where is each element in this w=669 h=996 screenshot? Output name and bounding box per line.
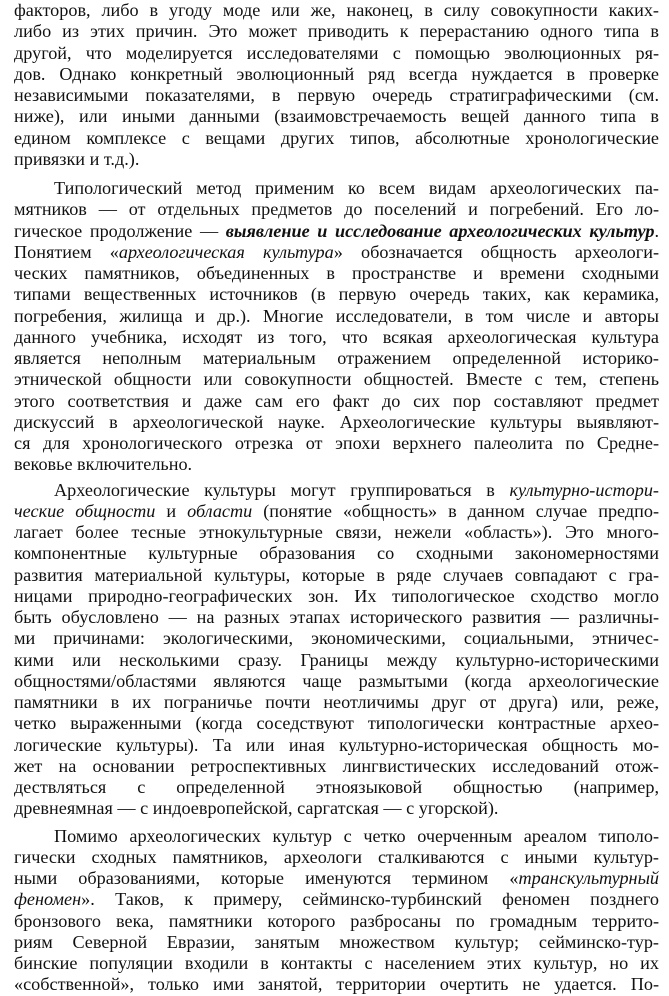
text-line	[14, 85, 659, 106]
text-line	[14, 369, 659, 390]
text-line	[14, 692, 659, 713]
text-line	[14, 932, 659, 953]
text-run: древнеямная — с индоевропейской, саргатская — с угорской).	[14, 798, 499, 819]
text-line	[14, 974, 659, 995]
text-run: ся для хронологического отрезка от эпохи верхнего палеолита по Средне-	[14, 433, 659, 453]
text-run: мятников — от отдельных предметов до поселений и погребений. Его ло-	[14, 199, 659, 220]
text-run: факторов, либо в угоду моде или же, наконец, в силу совокупности каких-	[14, 0, 659, 20]
text-run: Понятием «	[14, 241, 119, 262]
paragraph-3	[14, 480, 659, 820]
text-line	[14, 284, 659, 305]
text-run: привязки и т.д.).	[14, 148, 140, 169]
text-line	[14, 21, 659, 42]
text-run: кими или несколькими сразу. Границы между культурно-историческими	[14, 649, 659, 670]
text-line	[14, 671, 659, 692]
text-run: «собственной», только ими занятой, территории очертить не удается. По-	[14, 974, 659, 995]
text-run: .	[654, 220, 659, 241]
text-line	[14, 64, 659, 85]
italic-term: транскультурный	[518, 868, 659, 888]
text-line	[14, 263, 659, 284]
text-run: Помимо археологических культур с четко очерченным ареалом типоло-	[54, 825, 659, 846]
text-line	[14, 412, 659, 433]
text-run: развития материальной культуры, которые в ряде случаев совпадают с гра-	[14, 564, 659, 585]
text-line	[14, 454, 659, 475]
text-line	[14, 889, 659, 910]
paragraph-1	[14, 0, 659, 170]
text-run: компонентные культурные образования со сходными закономерностями	[14, 543, 659, 564]
text-line	[14, 43, 659, 64]
italic-term: культурно-истори-	[509, 479, 659, 500]
text-line	[14, 178, 659, 199]
text-run: Типологический метод применим ко всем видам археологических па-	[54, 178, 659, 198]
text-line	[14, 586, 659, 607]
text-run: дов. Однако конкретный эволюционный ряд всегда нуждается в проверке	[14, 63, 659, 84]
text-line	[14, 777, 659, 798]
paragraph-4	[14, 826, 659, 996]
text-run: данного учебника, исходят из того, что всякая археологическая культура	[14, 326, 659, 347]
text-run: вековье включительно.	[14, 454, 193, 475]
text-run: ». Таков, к примеру, сейминско-турбинский феномен позднего	[81, 889, 659, 910]
text-run: ми причинами: экологическими, экономическими, социальными, этничес-	[14, 628, 659, 649]
paragraph-2	[14, 178, 659, 476]
text-line	[14, 735, 659, 756]
text-run: дискуссий в археологической науке. Археологические культуры выявляют-	[14, 411, 659, 432]
text-run: ницами природно-географических зон. Их типологическое сходство могло	[14, 585, 659, 606]
text-run: другой, что моделируется исследователями с помощью эволюционных ря-	[14, 42, 659, 63]
text-run: ными образованиями, которые именуются термином «	[14, 868, 519, 888]
text-run: гически сходных памятников, археологи сталкиваются с иными культур-	[14, 846, 659, 867]
text-line	[14, 607, 659, 628]
text-line	[14, 713, 659, 734]
text-run: общностями/областями являются чаще размытыми (когда археологические	[14, 670, 659, 691]
italic-term: ческие общности	[14, 500, 156, 521]
text-line	[14, 826, 659, 847]
text-run: » обозначается общность археологи-	[333, 241, 659, 262]
text-line	[14, 128, 659, 149]
text-line	[14, 306, 659, 327]
text-run: этого соответствия и даже сам его факт до сих пор составляют предмет	[14, 390, 659, 411]
text-run: независимыми показателями, в первую очередь стратиграфическими (см.	[14, 85, 659, 105]
text-line	[14, 953, 659, 974]
text-run: едином комплексе с вещами других типов, абсолютные хронологические	[14, 127, 659, 148]
text-run: быть обусловлено — на разных этапах исторического развития — различны-	[14, 607, 659, 627]
text-line	[14, 480, 659, 501]
text-run: этнической общности или совокупности общностей. Вместе с тем, степень	[14, 369, 659, 390]
text-line	[14, 242, 659, 263]
italic-term: феномен	[14, 889, 82, 910]
text-run: Археологические культуры могут группироваться в	[54, 479, 510, 500]
text-run: является неполным материальным отражением определенной историко-	[14, 348, 659, 368]
text-run: либо из этих причин. Это может приводить к перерастанию одного типа в	[14, 21, 659, 42]
text-line	[14, 327, 659, 348]
text-line	[14, 391, 659, 412]
text-run: и	[155, 500, 188, 521]
text-line	[14, 149, 659, 170]
text-line	[14, 433, 659, 454]
text-run: типами вещественных источников (в первую очередь таких, как керамика,	[14, 284, 659, 305]
text-run: четко выраженными (когда соседствуют типологически контрастные архео-	[14, 713, 659, 734]
text-line	[14, 543, 659, 564]
text-line	[14, 628, 659, 649]
text-line	[14, 0, 659, 21]
text-line	[14, 911, 659, 932]
italic-term: области	[187, 500, 253, 521]
text-line	[14, 756, 659, 777]
text-line	[14, 847, 659, 868]
italic-term: археологическая культура	[118, 241, 334, 262]
text-run: дествляться с определенной этноязыковой общностью (например,	[14, 777, 659, 797]
text-run: бинские популяции входили в контакты с населением этих культур, но их	[14, 953, 659, 973]
text-run: ческих памятников, объединенных в пространстве и времени сходными	[14, 263, 659, 283]
text-line	[14, 199, 659, 220]
text-line	[14, 221, 659, 242]
text-line	[14, 106, 659, 127]
text-run: (понятие «общность» в данном случае предпо-	[252, 500, 659, 521]
text-line	[14, 868, 659, 889]
text-line	[14, 798, 659, 819]
text-line	[14, 650, 659, 671]
text-run: ниже), или иными данными (взаимовстречаемость вещей данного типа в	[14, 106, 659, 127]
text-run: бронзового века, памятники которого разбросаны по громадным террито-	[14, 910, 659, 931]
text-line	[14, 565, 659, 586]
text-run: жет на основании ретроспективных лингвистических исследований отож-	[14, 755, 659, 776]
text-run: логические культуры). Та или иная культурно-историческая общность мо-	[14, 734, 659, 755]
text-line	[14, 501, 659, 522]
text-run: лагает более тесные этнокультурные связи, нежели «область»). Это много-	[14, 522, 659, 542]
bold-italic-term: выявление и исследование археологических культур	[225, 220, 655, 241]
text-run: гическое продолжение —	[14, 220, 226, 241]
text-line	[14, 348, 659, 369]
text-run: памятники в их пограничье почти неотличимы друг от друга) или, реже,	[14, 692, 659, 712]
text-run: риям Северной Евразии, занятым множеством культур; сейминско-тур-	[14, 931, 659, 952]
text-run: погребения, жилища и др.). Многие исследователи, в том числе и авторы	[14, 305, 659, 326]
text-line	[14, 522, 659, 543]
